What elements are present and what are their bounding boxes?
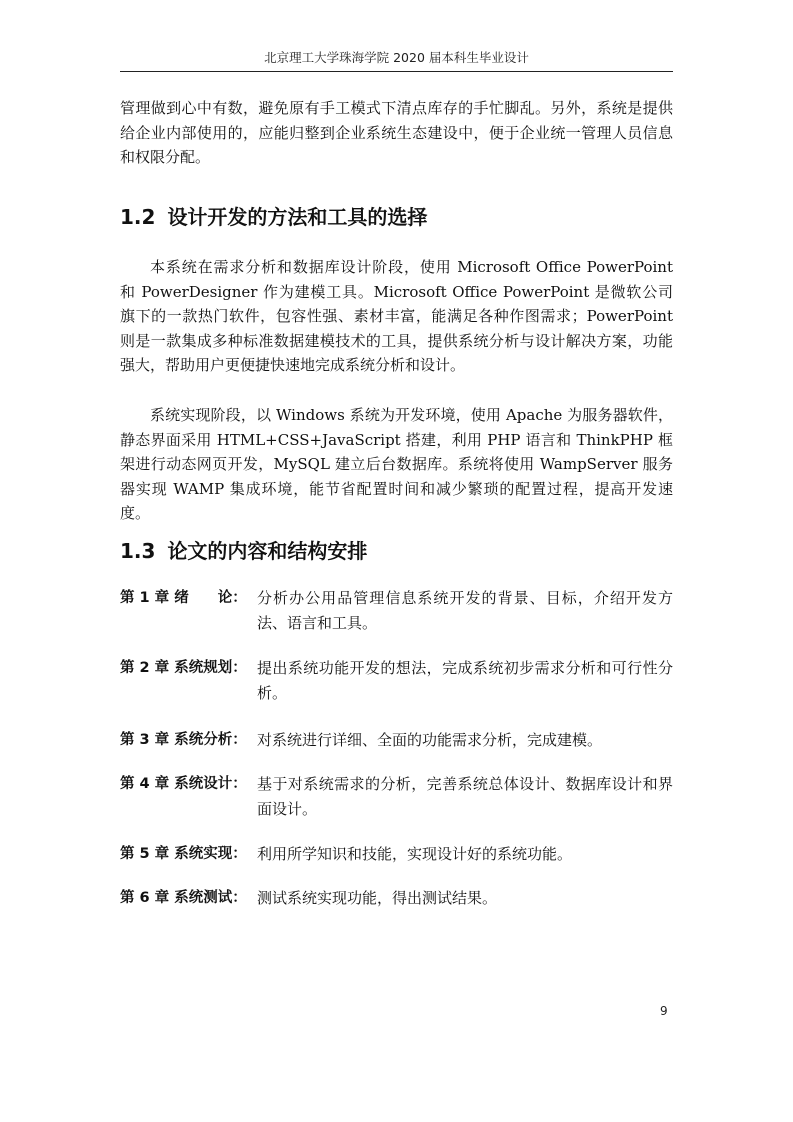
- chapter-head: 第 1 章 绪 论：: [120, 590, 247, 606]
- chapter-desc: 基于对系统需求的分析，完善系统总体设计、数据库设计和界面设计。: [257, 775, 673, 818]
- section-title: 论文的内容和结构安排: [167, 539, 368, 563]
- chapter-item-6: [120, 886, 673, 911]
- page-number: 9: [660, 1004, 668, 1018]
- chapter-head: 第 4 章 系统设计：: [120, 776, 247, 792]
- chapter-head: 第 2 章 系统规划：: [120, 660, 247, 676]
- section-heading-1-3: [120, 535, 367, 564]
- paragraph-implementation: 系统实现阶段，以 Windows 系统为开发环境，使用 Apache 为服务器软件，静态界面采用 HTML+CSS+JavaScript 搭建，利用 PHP 语言和 ThinkPHP 框架进行动态网页开发，MySQL 建立后台数据库。系统将使用 WampServer 服务器实现 WAMP 集成环境，能节省配置时间和减少繁琐的配置过程，提高开发速度。: [120, 406, 673, 522]
- section-number: 1.3: [120, 539, 156, 563]
- chapter-item-1: [120, 586, 673, 635]
- chapter-item-4: [120, 772, 673, 821]
- chapter-item-2: [120, 656, 673, 705]
- chapter-item-5: [120, 842, 673, 867]
- chapter-desc: 对系统进行详细、全面的功能需求分析，完成建模。: [257, 731, 603, 749]
- paragraph-tools: 本系统在需求分析和数据库设计阶段，使用 Microsoft Office PowerPoint 和 PowerDesigner 作为建模工具。Microsoft Office PowerPoint 是微软公司旗下的一款热门软件，包容性强、素材丰富，能满足各种作图需求；PowerPoint 则是一款集成多种标准数据建模技术的工具，提供系统分析与设计解决方案，功能强大，帮助用户更便捷快速地完成系统分析和设计。: [120, 258, 673, 374]
- chapter-item-3: [120, 728, 673, 753]
- section-title: 设计开发的方法和工具的选择: [167, 205, 428, 229]
- chapter-desc: 分析办公用品管理信息系统开发的背景、目标，介绍开发方法、语言和工具。: [257, 589, 673, 632]
- chapter-head: 第 5 章 系统实现：: [120, 846, 247, 862]
- chapter-desc: 提出系统功能开发的想法，完成系统初步需求分析和可行性分析。: [257, 659, 673, 702]
- chapter-desc: 利用所学知识和技能，实现设计好的系统功能。: [257, 845, 573, 863]
- section-number: 1.2: [120, 205, 156, 229]
- intro-paragraph: 管理做到心中有数，避免原有手工模式下清点库存的手忙脚乱。另外，系统是提供给企业内部使用的，应能归整到企业系统生态建设中，便于企业统一管理人员信息和权限分配。: [120, 99, 673, 166]
- section-heading-1-2: [120, 201, 427, 230]
- chapter-head: 第 6 章 系统测试：: [120, 890, 247, 906]
- page-header: 北京理工大学珠海学院 2020 届本科生毕业设计: [120, 48, 673, 72]
- chapter-head: 第 3 章 系统分析：: [120, 732, 247, 748]
- chapter-desc: 测试系统实现功能，得出测试结果。: [257, 889, 498, 907]
